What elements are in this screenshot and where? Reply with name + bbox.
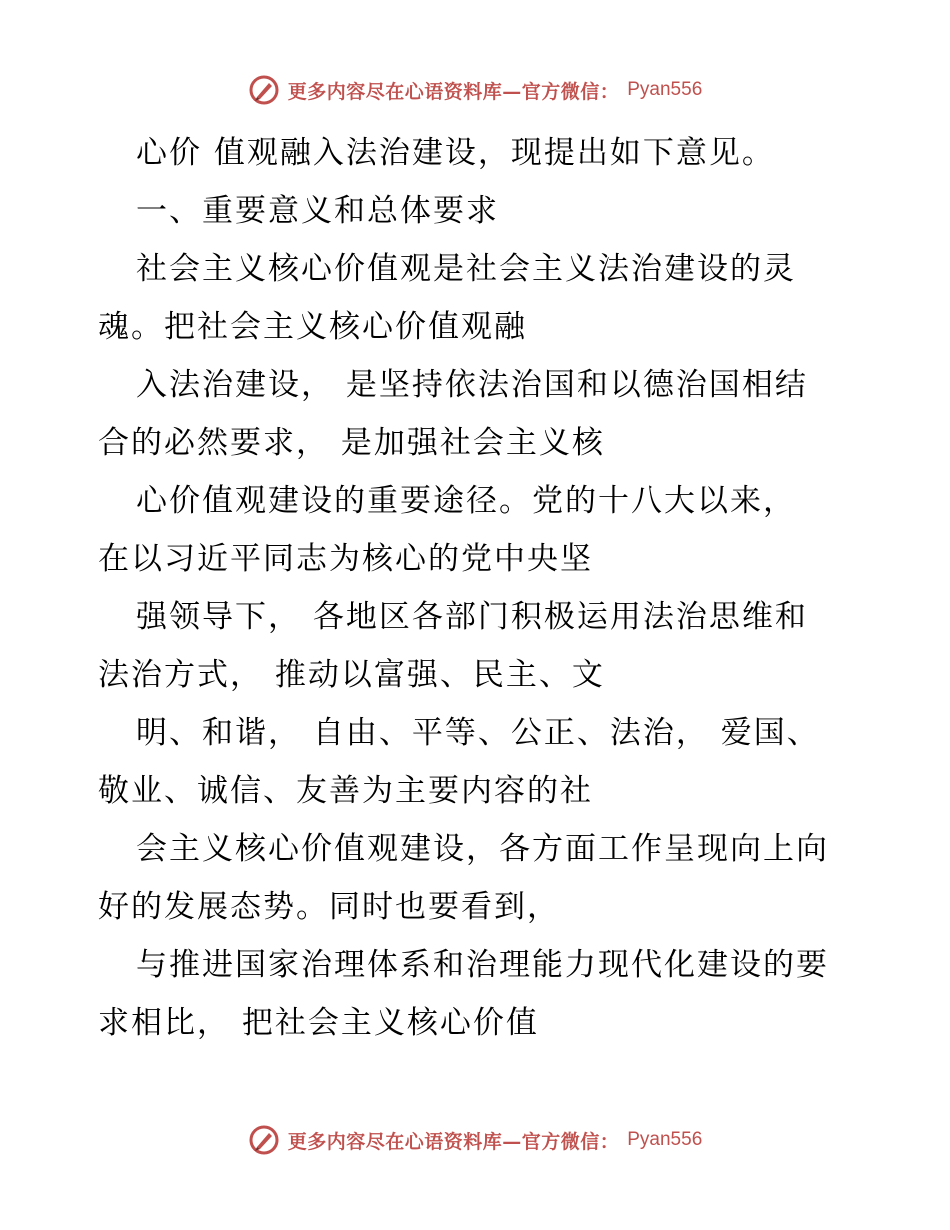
text-line: 明、和谐， 自由、平等、公正、法治， 爱国、: [136, 715, 820, 751]
text-line: 强领导下， 各地区各部门积极运用法治思维和: [136, 599, 808, 635]
text-line: 心价 值观融入法治建设，现提出如下意见。: [136, 135, 775, 171]
text-line: 在以习近平同志为核心的党中央坚: [98, 541, 593, 577]
text-line: 求相比， 把社会主义核心价值: [98, 1005, 539, 1041]
text-line: 合的必然要求， 是加强社会主义核: [98, 425, 605, 461]
text-line: 魂。把社会主义核心价值观融: [98, 309, 527, 345]
document-body: [98, 124, 858, 1052]
text-line: 会主义核心价值观建设，各方面工作呈现向上向: [136, 831, 829, 867]
text-line: 好的发展态势。同时也要看到，: [98, 889, 560, 925]
section-heading: 一、重要意义和总体要求: [136, 193, 499, 229]
text-line: 入法治建设， 是坚持依法治国和以德治国相结: [136, 367, 808, 403]
text-line: 心价值观建设的重要途径。党的十八大以来，: [136, 483, 796, 519]
text-line: 与推进国家治理体系和治理能力现代化建设的要: [136, 947, 829, 983]
pen-logo-icon: [248, 1124, 280, 1156]
watermark-text: 更多内容尽在心语资料库—官方微信：: [287, 80, 620, 103]
text-line: 敬业、诚信、友善为主要内容的社: [98, 773, 593, 809]
header-watermark: [0, 70, 950, 110]
text-line: 法治方式， 推动以富强、民主、文: [98, 657, 605, 693]
watermark-wechat-id: Pyan556: [627, 1129, 703, 1150]
footer-watermark: [0, 1120, 950, 1160]
watermark-wechat-id: Pyan556: [627, 79, 703, 100]
pen-logo-icon: [248, 74, 280, 106]
text-line: 社会主义核心价值观是社会主义法治建设的灵: [136, 251, 796, 287]
watermark-text: 更多内容尽在心语资料库—官方微信：: [287, 1130, 620, 1153]
